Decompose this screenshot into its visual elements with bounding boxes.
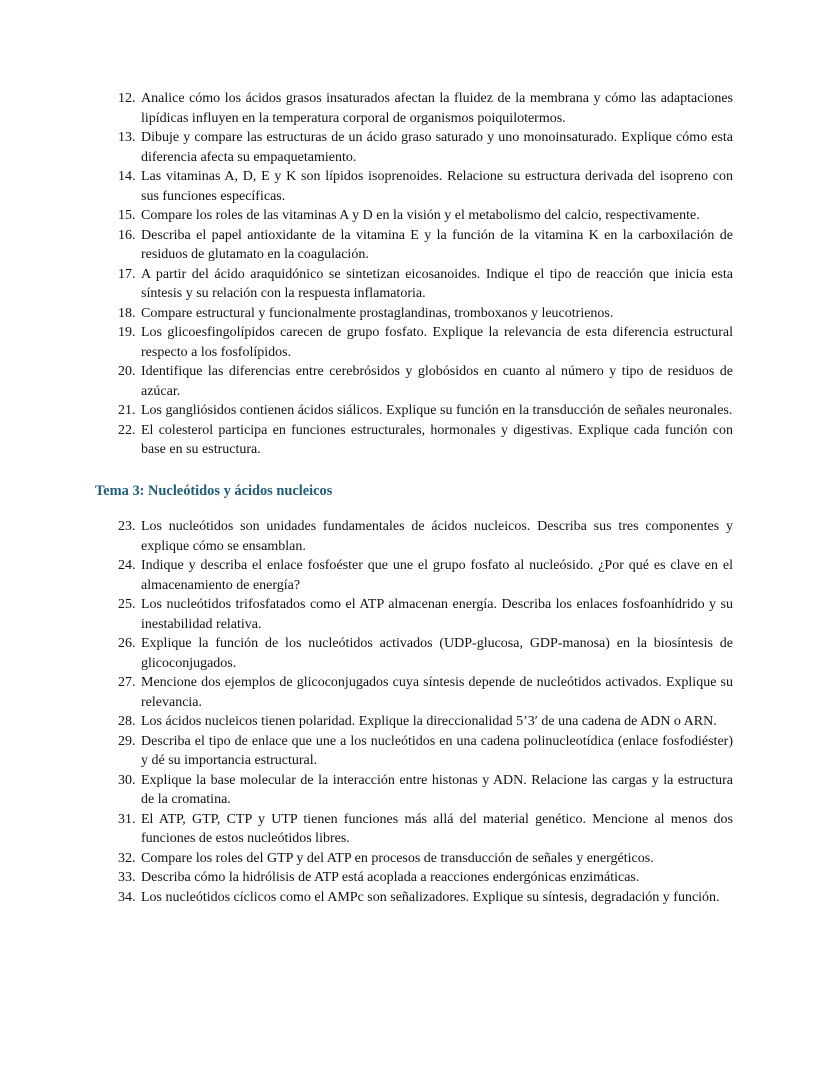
question-item [118,517,733,556]
question-number: 34. [118,889,136,905]
question-text: Las vitaminas A, D, E y K son lípidos isoprenoides. Relacione su estructura derivada del isopreno con sus funciones específicas. [141,169,733,204]
question-number: 18. [118,305,136,321]
question-number: 30. [118,772,136,788]
question-list-lipids [95,89,733,460]
question-text: El ATP, GTP, CTP y UTP tienen funciones más allá del material genético. Mencione al menos dos funciones de estos nucleótidos libres. [141,811,733,846]
question-text: Explique la base molecular de la interacción entre histonas y ADN. Relacione las cargas y la estructura de la cromatina. [141,772,733,807]
question-text: A partir del ácido araquidónico se sintetizan eicosanoides. Indique el tipo de reacción que inicia esta síntesis y su relación con la respuesta inflamatoria. [141,266,733,301]
question-text: Describa el papel antioxidante de la vitamina E y la función de la vitamina K en la carboxilación de residuos de glutamato en la coagulación. [141,227,733,262]
question-text: Los ácidos nucleicos tienen polaridad. Explique la direccionalidad 5’3′ de una cadena de ADN o ARN. [141,714,717,729]
question-number: 29. [118,733,136,749]
question-number: 14. [118,169,136,184]
question-number: 17. [118,266,136,282]
question-item [118,771,733,810]
question-item [118,810,733,849]
question-item [118,849,733,869]
question-item [118,595,733,634]
question-number: 28. [118,714,136,729]
question-number: 22. [118,422,136,438]
question-text: Compare estructural y funcionalmente prostaglandinas, tromboxanos y leucotrienos. [141,305,614,321]
question-text: Indique y describa el enlace fosfoéster que une el grupo fosfato al nucleósido. ¿Por qué es clave en el almacenamiento de energía? [141,558,733,593]
question-item [118,868,733,888]
question-item [118,673,733,712]
question-text: Los nucleótidos cíclicos como el AMPc son señalizadores. Explique su síntesis, degradación y función. [141,889,720,905]
question-text: Los gangliósidos contienen ácidos siálicos. Explique su función en la transducción de señales neuronales. [141,403,733,418]
question-item [118,634,733,673]
question-text: Describa el tipo de enlace que une a los nucleótidos en una cadena polinucleotídica (enlace fosfodiéster) y dé su importancia estructural. [141,733,733,768]
question-text: Analice cómo los ácidos grasos insaturados afectan la fluidez de la membrana y cómo las adaptaciones lipídicas influyen en la temperatura corporal de organismos poiquilotermos. [141,91,733,126]
question-number: 13. [118,130,136,145]
question-text: Dibuje y compare las estructuras de un ácido graso saturado y uno monoinsaturado. Explique cómo esta diferencia afecta su empaquetamiento. [141,130,733,165]
question-item [118,89,733,128]
question-number: 24. [118,558,136,573]
question-item [118,304,733,324]
question-item [118,226,733,265]
question-number: 15. [118,208,136,223]
question-item [118,712,733,732]
question-item [118,556,733,595]
question-text: El colesterol participa en funciones estructurales, hormonales y digestivas. Explique cada función con base en su estructura. [141,422,733,457]
question-text: Los nucleótidos son unidades fundamentales de ácidos nucleicos. Describa sus tres componentes y explique cómo se ensamblan. [141,519,733,554]
question-item [118,732,733,771]
question-text: Explique la función de los nucleótidos activados (UDP-glucosa, GDP-manosa) en la biosíntesis de glicoconjugados. [141,636,733,671]
section-heading-tema3: Tema 3: Nucleótidos y ácidos nucleicos [95,482,333,499]
question-number: 12. [118,91,136,106]
question-item [118,206,733,226]
question-number: 19. [118,325,136,340]
question-item [118,362,733,401]
question-number: 26. [118,636,136,651]
question-number: 20. [118,364,136,379]
question-text: Mencione dos ejemplos de glicoconjugados cuya síntesis depende de nucleótidos activados. Explique su relevancia. [141,675,733,710]
question-text: Compare los roles del GTP y del ATP en procesos de transducción de señales y energéticos. [141,850,654,866]
question-number: 33. [118,870,136,885]
question-number: 27. [118,675,136,690]
question-number: 32. [118,850,136,866]
question-item [118,888,733,908]
question-list-nucleotides [95,517,733,907]
question-number: 16. [118,227,136,243]
question-text: Los nucleótidos trifosfatados como el ATP almacenan energía. Describa los enlaces fosfoanhídrido y su inestabilidad relativa. [141,597,733,632]
question-item [118,265,733,304]
question-number: 23. [118,519,136,534]
question-number: 25. [118,597,136,612]
question-number: 31. [118,811,136,827]
question-item [118,323,733,362]
question-number: 21. [118,403,136,418]
question-item [118,167,733,206]
question-text: Compare los roles de las vitaminas A y D en la visión y el metabolismo del calcio, respectivamente. [141,208,700,223]
question-item [118,401,733,421]
question-text: Describa cómo la hidrólisis de ATP está acoplada a reacciones endergónicas enzimáticas. [141,870,640,885]
question-text: Identifique las diferencias entre cerebrósidos y globósidos en cuanto al número y tipo de residuos de azúcar. [141,364,733,399]
question-text: Los glicoesfingolípidos carecen de grupo fosfato. Explique la relevancia de esta diferencia estructural respecto a los fosfolípidos. [141,325,733,360]
question-item [118,128,733,167]
question-item [118,421,733,460]
